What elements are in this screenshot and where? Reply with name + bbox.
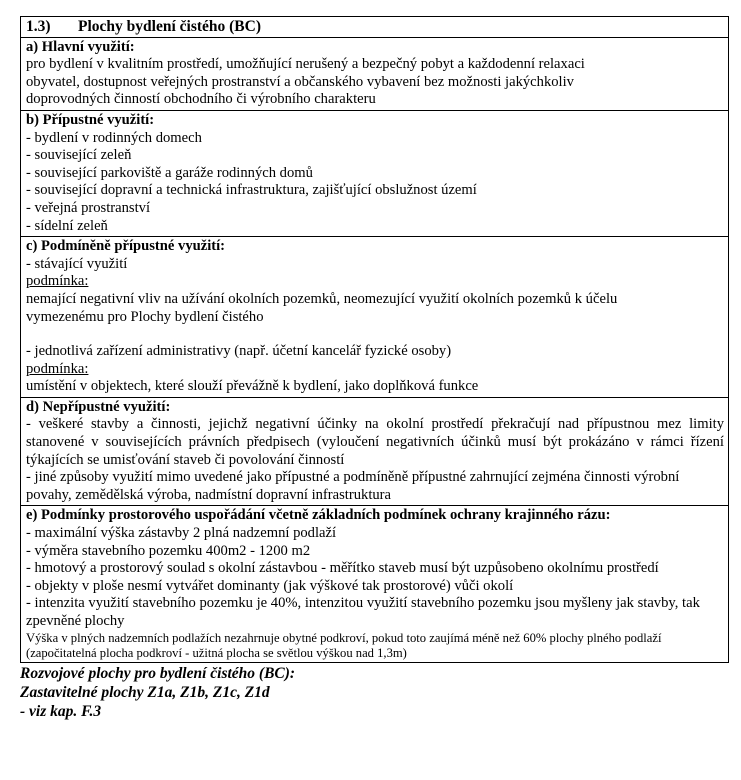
list-item: - jiné způsoby využití mimo uvedené jako přípustné a podmíněně přípustné zahrnující zejména činnosti výrobní povahy, zemědělská výroba, nadmístní dopravní infrastruktura	[26, 469, 680, 503]
list-item: - jednotlivá zařízení administrativy (např. účetní kancelář fyzické osoby)	[26, 343, 452, 360]
section-a-heading: a) Hlavní využití:	[26, 38, 135, 55]
list-item: - stávající využití	[26, 255, 128, 272]
list-item: - související dopravní a technická infrastruktura, zajišťující obslužnost území	[26, 182, 477, 199]
list-item: - související parkoviště a garáže rodinných domů	[26, 164, 313, 181]
note-text: Výška v plných nadzemních podlažích nezahrnuje obytné podkroví, pokud toto zaujímá méně než 60% plochy plného podlaží (započitatelná plocha podkroví - užitná plocha se světlou výškou nad 1,3m)	[26, 630, 662, 660]
list-item: - maximální výška zástavby 2 plná nadzemní podlaží	[26, 525, 337, 542]
section-b-heading: b) Přípustné využití:	[26, 111, 155, 128]
condition-text: nemající negativní vliv na užívání okolních pozemků, neomezující využití okolních pozemků k účelu	[26, 290, 618, 307]
section-e-spatial-conditions	[21, 506, 729, 663]
list-item: - bydlení v rodinných domech	[26, 129, 202, 146]
list-item: - výměra stavebního pozemku 400m2 - 1200 m2	[26, 542, 311, 559]
list-item: - veškeré stavby a činnosti, jejichž negativní účinky na okolní prostředí překračují nad přípustnou mez limity stanovené v souvisejících právních předpisech (vyloučení negativních účinků musí být prokázáno v rámci řízení týkajících se umisťování staveb či povolování činností	[26, 416, 724, 468]
condition-label: podmínka:	[26, 273, 89, 290]
condition-label: podmínka:	[26, 360, 89, 377]
section-d-heading: d) Nepřípustné využití:	[26, 398, 171, 415]
section-c-conditional-use	[21, 237, 729, 398]
section-c-heading: c) Podmíněně přípustné využití:	[26, 238, 226, 255]
section-title	[21, 17, 729, 38]
list-item: - veřejná prostranství	[26, 199, 151, 216]
list-item: - hmotový a prostorový soulad s okolní zástavbou - měřítko staveb musí být uzpůsobeno okolnímu prostředí	[26, 560, 659, 577]
section-a-line: pro bydlení v kvalitním prostředí, umožňující nerušený a bezpečný pobyt a každodenní relaxaci	[26, 56, 585, 73]
regulation-table	[20, 16, 729, 663]
section-d-prohibited-use	[21, 397, 729, 506]
section-a-line: doprovodných činností obchodního či výrobního charakteru	[26, 91, 376, 108]
section-e-heading: e) Podmínky prostorového uspořádání včetně základních podmínek ochrany krajinného rázu:	[26, 507, 611, 524]
list-item: - intenzita využití stavebního pozemku je 40%, intenzitou využití stavebního pozemku jsou myšleny jak stavby, tak zpevněné plochy	[26, 595, 700, 629]
condition-text: umístění v objektech, které slouží převážně k bydlení, jako doplňková funkce	[26, 378, 479, 395]
section-a-main-use	[21, 37, 729, 110]
footer-line: Rozvojové plochy pro bydlení čistého (BC):	[20, 665, 296, 683]
list-item: - sídelní zeleň	[26, 217, 108, 234]
section-b-permitted-use	[21, 110, 729, 236]
section-title-text: Plochy bydlení čistého (BC)	[78, 18, 261, 35]
regulation-document	[20, 16, 729, 721]
condition-text: vymezenému pro Plochy bydlení čistého	[26, 308, 264, 325]
footer-line: Zastavitelné plochy Z1a, Z1b, Z1c, Z1d	[20, 684, 270, 701]
spacer	[26, 326, 724, 343]
section-number: 1.3)	[26, 18, 51, 35]
list-item: - související zeleň	[26, 147, 132, 164]
list-item: - objekty v ploše nesmí vytvářet dominanty (jak výškové tak prostorové) vůči okolí	[26, 577, 514, 594]
section-a-line: obyvatel, dostupnost veřejných prostranství a občanského vybavení bez možnosti jakýchkoliv	[26, 73, 574, 90]
development-areas-note	[20, 665, 729, 721]
footer-line: - viz kap. F.3	[20, 702, 102, 720]
